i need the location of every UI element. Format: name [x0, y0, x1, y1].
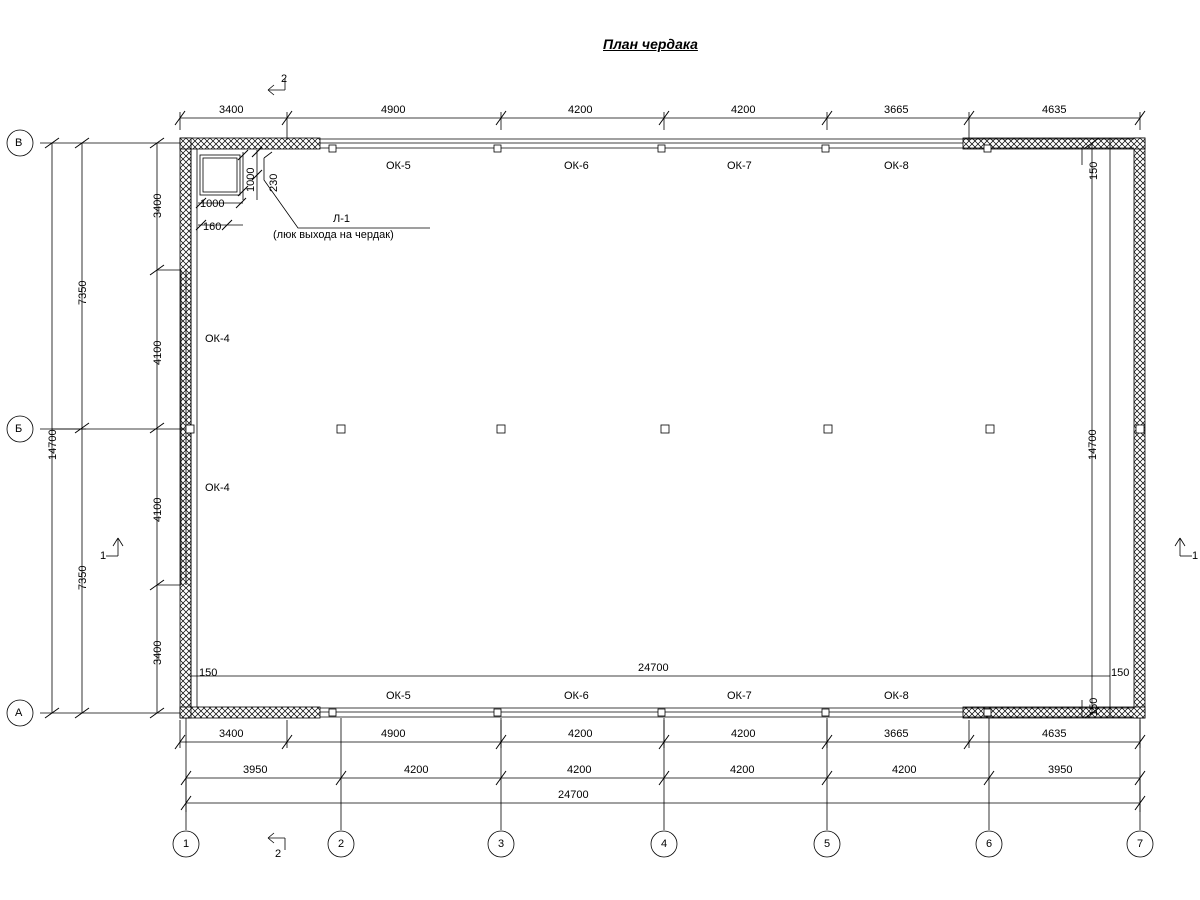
window-label-bottom-3: ОК-8: [884, 690, 909, 702]
dim-bottom-0: 3400: [219, 728, 244, 740]
axis-label-v-2: А: [15, 707, 23, 719]
dim-axis-0: 3950: [243, 764, 268, 776]
dim-top-2: 4200: [568, 104, 593, 116]
dim-top-1: 4900: [381, 104, 406, 116]
dim-axis-1: 4200: [404, 764, 429, 776]
axis-label-v-0: В: [15, 137, 23, 149]
dim-left-outer: 14700: [47, 429, 59, 460]
window-label-bottom-2: ОК-7: [727, 690, 752, 702]
dim-axis-3: 4200: [730, 764, 755, 776]
wall-thickness-top-right: 150: [1088, 161, 1100, 180]
luk-label: Л-1: [333, 213, 350, 225]
dim-bottom-4: 3665: [884, 728, 909, 740]
window-label-top-3: ОК-8: [884, 160, 909, 172]
luk-dim-offset-v: 230: [268, 173, 280, 192]
luk-dim-height: 1000: [245, 167, 257, 192]
dim-overall-inner: 24700: [638, 662, 669, 674]
section-mark-left: 1: [100, 550, 107, 562]
axis-label-h-4: 5: [824, 838, 831, 850]
dim-axis-2: 4200: [567, 764, 592, 776]
wall-thickness-bottom-left: 150: [199, 667, 218, 679]
axis-label-v-1: Б: [15, 423, 23, 435]
dim-bottom-5: 4635: [1042, 728, 1067, 740]
dim-left-inner-0: 3400: [152, 193, 164, 218]
axis-label-h-6: 7: [1137, 838, 1144, 850]
section-mark-bottom: 2: [275, 848, 282, 860]
axis-label-h-1: 2: [338, 838, 345, 850]
dim-overall-bottom: 24700: [558, 789, 589, 801]
axis-label-h-0: 1: [183, 838, 190, 850]
dim-left-lower: 7350: [77, 565, 89, 590]
dim-bottom-3: 4200: [731, 728, 756, 740]
axis-label-h-3: 4: [661, 838, 668, 850]
dim-axis-5: 3950: [1048, 764, 1073, 776]
window-label-left-0: ОК-4: [205, 333, 230, 345]
dim-left-inner-3: 3400: [152, 640, 164, 665]
dim-left-inner-1: 4100: [152, 340, 164, 365]
dim-bottom-1: 4900: [381, 728, 406, 740]
dim-bottom-2: 4200: [568, 728, 593, 740]
wall-thickness-bottom-right-v: 150: [1088, 697, 1100, 716]
dim-top-0: 3400: [219, 104, 244, 116]
section-mark-right: 1: [1192, 550, 1199, 562]
window-label-left-1: ОК-4: [205, 482, 230, 494]
window-label-bottom-0: ОК-5: [386, 690, 411, 702]
wall-thickness-bottom-right: 150: [1111, 667, 1130, 679]
window-label-bottom-1: ОК-6: [564, 690, 589, 702]
luk-dim-offset-h: 160: [203, 221, 222, 233]
luk-note: (люк выхода на чердак): [273, 229, 394, 241]
axis-label-h-2: 3: [498, 838, 505, 850]
window-label-top-1: ОК-6: [564, 160, 589, 172]
axis-label-h-5: 6: [986, 838, 993, 850]
window-label-top-2: ОК-7: [727, 160, 752, 172]
dim-axis-4: 4200: [892, 764, 917, 776]
window-label-top-0: ОК-5: [386, 160, 411, 172]
dim-right-overall: 14700: [1087, 429, 1099, 460]
dim-top-5: 4635: [1042, 104, 1067, 116]
luk-dim-width: 1000: [200, 198, 225, 210]
page-title: План чердака: [603, 36, 698, 52]
dim-left-upper: 7350: [77, 280, 89, 305]
dim-left-inner-2: 4100: [152, 497, 164, 522]
dim-top-3: 4200: [731, 104, 756, 116]
dim-top-4: 3665: [884, 104, 909, 116]
section-mark-top: 2: [281, 73, 288, 85]
